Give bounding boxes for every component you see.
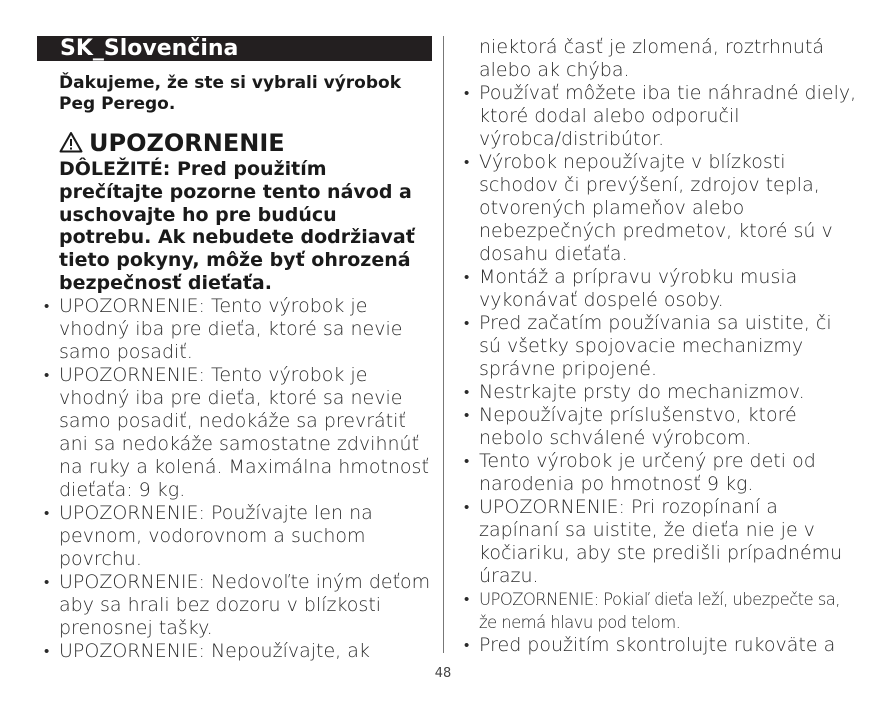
list-item: • UPOZORNENIE: Používajte len na pevnom, vodorovnom a suchom povrchu. <box>47 502 435 571</box>
warning-title: UPOZORNENIE <box>89 129 285 157</box>
list-item: • UPOZORNENIE: Nepoužívajte, ak <box>47 640 435 663</box>
thank-you-text: Ďakujeme, že ste si vybrali výrobok Peg Perego. <box>59 73 402 114</box>
list-item-continuation: niektorá časť je zlomená, roztrhnutá alebo ak chýba. <box>479 36 825 81</box>
list-item: • UPOZORNENIE: Nedovoľte iným deťom aby sa hrali bez dozoru v blízkosti prenosnej tašky. <box>47 571 435 640</box>
left-warning-list <box>47 295 435 663</box>
right-warning-list <box>467 36 857 657</box>
list-item: • UPOZORNENIE: Pokiaľ dieťa leží, ubezpečte sa, že nemá hlavu pod telom. <box>467 588 857 634</box>
list-item: • Pred použitím skontrolujte rukoväte a <box>467 634 857 657</box>
list-item: • Pred začatím používania sa uistite, či sú všetky spojovacie mechanizmy správne pripojené. <box>467 312 857 381</box>
list-item: • Nestrkajte prsty do mechanizmov. <box>467 381 857 404</box>
list-item: • UPOZORNENIE: Tento výrobok je vhodný iba pre dieťa, ktoré sa nevie samo posadiť. <box>47 295 435 364</box>
language-header: SK_Slovenčina <box>37 36 432 61</box>
page-number: 48 <box>434 666 452 681</box>
warning-triangle-icon <box>59 131 83 153</box>
list-item: • Výrobok nepoužívajte v blízkosti schodov či prevýšení, zdrojov tepla, otvorených plameňov alebo nebezpečných predmetov, ktoré sú v dosahu dieťaťa. <box>467 151 857 266</box>
list-item: • Montáž a prípravu výrobku musia vykonávať dospelé osoby. <box>467 266 857 312</box>
list-item: • Používať môžete iba tie náhradné diely, ktoré dodal alebo odporučil výrobca/distribútor. <box>467 82 857 151</box>
list-item: • Tento výrobok je určený pre deti od narodenia po hmotnosť 9 kg. <box>467 450 857 496</box>
important-notice: DÔLEŽITÉ: Pred použitím prečítajte pozorne tento návod a uschovajte ho pre budúcu potrebu. Ak nebudete dodržiavať tieto pokyny, môže byť ohrozená bezpečnosť dieťaťa. <box>59 158 415 294</box>
warning-heading <box>59 128 429 158</box>
list-item: • UPOZORNENIE: Tento výrobok je vhodný iba pre dieťa, ktoré sa nevie samo posadiť, nedokáže sa prevrátiť ani sa nedokáže samostatne zdvihnúť na ruky a kolená. Maximálna hmotnosť dieťaťa: 9 kg. <box>47 364 435 502</box>
column-divider <box>443 36 444 653</box>
list-item: • UPOZORNENIE: Pri rozopínaní a zapínaní sa uistite, že dieťa nie je v kočiariku, aby ste predišli prípadnému úrazu. <box>467 496 857 588</box>
list-item: • Nepoužívajte príslušenstvo, ktoré nebolo schválené výrobcom. <box>467 404 857 450</box>
